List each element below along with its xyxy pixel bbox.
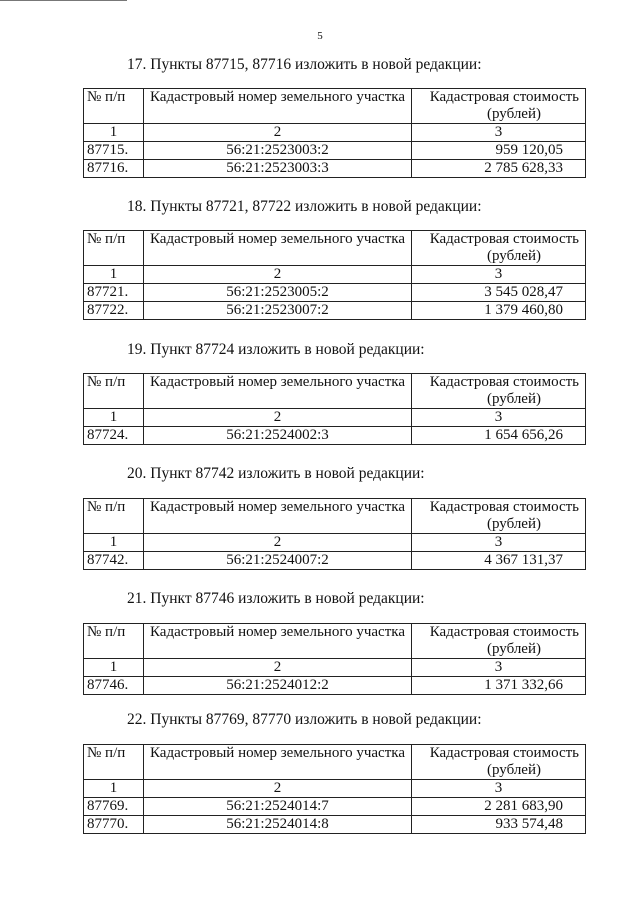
cadastral-table: [83, 88, 586, 178]
column-header-number: № п/п: [84, 374, 144, 409]
cadastral-table: [83, 373, 586, 445]
column-header-cost: Кадастровая стоимость (рублей): [412, 499, 586, 534]
page-top-rule: [0, 0, 127, 1]
column-header-number: № п/п: [84, 624, 144, 659]
index-cell: 1: [84, 409, 144, 427]
cadastral-cost: 2 785 628,33: [412, 160, 586, 178]
table-row: [84, 142, 586, 160]
section-heading: 19. Пункт 87724 изложить в новой редакции:: [127, 341, 425, 358]
table-row: [84, 284, 586, 302]
index-cell: 3: [412, 409, 586, 427]
table-index-row: [84, 124, 586, 142]
cadastral-cost: 933 574,48: [412, 816, 586, 834]
table-header-row: [84, 89, 586, 124]
table-row: [84, 798, 586, 816]
index-cell: 3: [412, 534, 586, 552]
table-row: [84, 552, 586, 570]
cadastral-number: 56:21:2524014:8: [144, 816, 412, 834]
column-header-cost: Кадастровая стоимость (рублей): [412, 374, 586, 409]
cadastral-number: 56:21:2524002:3: [144, 427, 412, 445]
cadastral-cost: 1 379 460,80: [412, 302, 586, 320]
item-number: 87722.: [84, 302, 144, 320]
cadastral-cost: 1 654 656,26: [412, 427, 586, 445]
cadastral-table: [83, 744, 586, 834]
section-heading: 21. Пункт 87746 изложить в новой редакции:: [127, 590, 425, 607]
item-number: 87724.: [84, 427, 144, 445]
cadastral-number: 56:21:2523007:2: [144, 302, 412, 320]
column-header-number: № п/п: [84, 499, 144, 534]
cadastral-number: 56:21:2523003:3: [144, 160, 412, 178]
index-cell: 2: [144, 266, 412, 284]
index-cell: 2: [144, 409, 412, 427]
table-header-row: [84, 624, 586, 659]
index-cell: 1: [84, 780, 144, 798]
cadastral-number: 56:21:2523003:2: [144, 142, 412, 160]
column-header-cadastral: Кадастровый номер земельного участка: [144, 231, 412, 266]
table-row: [84, 816, 586, 834]
cadastral-cost: 1 371 332,66: [412, 677, 586, 695]
index-cell: 3: [412, 659, 586, 677]
table-index-row: [84, 534, 586, 552]
column-header-cadastral: Кадастровый номер земельного участка: [144, 745, 412, 780]
table-header-row: [84, 499, 586, 534]
index-cell: 2: [144, 534, 412, 552]
table-index-row: [84, 266, 586, 284]
table-row: [84, 302, 586, 320]
column-header-number: № п/п: [84, 89, 144, 124]
cadastral-cost: 2 281 683,90: [412, 798, 586, 816]
table-row: [84, 677, 586, 695]
column-header-cost: Кадастровая стоимость (рублей): [412, 231, 586, 266]
index-cell: 3: [412, 780, 586, 798]
index-cell: 3: [412, 124, 586, 142]
column-header-number: № п/п: [84, 231, 144, 266]
column-header-cadastral: Кадастровый номер земельного участка: [144, 499, 412, 534]
column-header-cadastral: Кадастровый номер земельного участка: [144, 374, 412, 409]
index-cell: 1: [84, 534, 144, 552]
cadastral-cost: 959 120,05: [412, 142, 586, 160]
cadastral-number: 56:21:2524012:2: [144, 677, 412, 695]
item-number: 87715.: [84, 142, 144, 160]
table-row: [84, 427, 586, 445]
cadastral-number: 56:21:2524014:7: [144, 798, 412, 816]
item-number: 87721.: [84, 284, 144, 302]
section-heading: 17. Пункты 87715, 87716 изложить в новой редакции:: [127, 56, 482, 73]
table-index-row: [84, 409, 586, 427]
page-number: 5: [317, 30, 323, 42]
cadastral-cost: 3 545 028,47: [412, 284, 586, 302]
index-cell: 2: [144, 124, 412, 142]
item-number: 87716.: [84, 160, 144, 178]
index-cell: 2: [144, 659, 412, 677]
index-cell: 1: [84, 659, 144, 677]
cadastral-cost: 4 367 131,37: [412, 552, 586, 570]
column-header-number: № п/п: [84, 745, 144, 780]
cadastral-table: [83, 498, 586, 570]
section-heading: 20. Пункт 87742 изложить в новой редакции:: [127, 465, 425, 482]
item-number: 87769.: [84, 798, 144, 816]
cadastral-number: 56:21:2524007:2: [144, 552, 412, 570]
section-heading: 18. Пункты 87721, 87722 изложить в новой редакции:: [127, 198, 482, 215]
index-cell: 1: [84, 266, 144, 284]
table-row: [84, 160, 586, 178]
section-heading: 22. Пункты 87769, 87770 изложить в новой редакции:: [127, 711, 482, 728]
table-header-row: [84, 231, 586, 266]
item-number: 87746.: [84, 677, 144, 695]
table-index-row: [84, 780, 586, 798]
cadastral-table: [83, 230, 586, 320]
table-header-row: [84, 745, 586, 780]
index-cell: 3: [412, 266, 586, 284]
item-number: 87742.: [84, 552, 144, 570]
index-cell: 1: [84, 124, 144, 142]
table-index-row: [84, 659, 586, 677]
column-header-cost: Кадастровая стоимость (рублей): [412, 624, 586, 659]
item-number: 87770.: [84, 816, 144, 834]
index-cell: 2: [144, 780, 412, 798]
column-header-cost: Кадастровая стоимость (рублей): [412, 745, 586, 780]
column-header-cadastral: Кадастровый номер земельного участка: [144, 624, 412, 659]
column-header-cost: Кадастровая стоимость (рублей): [412, 89, 586, 124]
cadastral-number: 56:21:2523005:2: [144, 284, 412, 302]
cadastral-table: [83, 623, 586, 695]
table-header-row: [84, 374, 586, 409]
column-header-cadastral: Кадастровый номер земельного участка: [144, 89, 412, 124]
